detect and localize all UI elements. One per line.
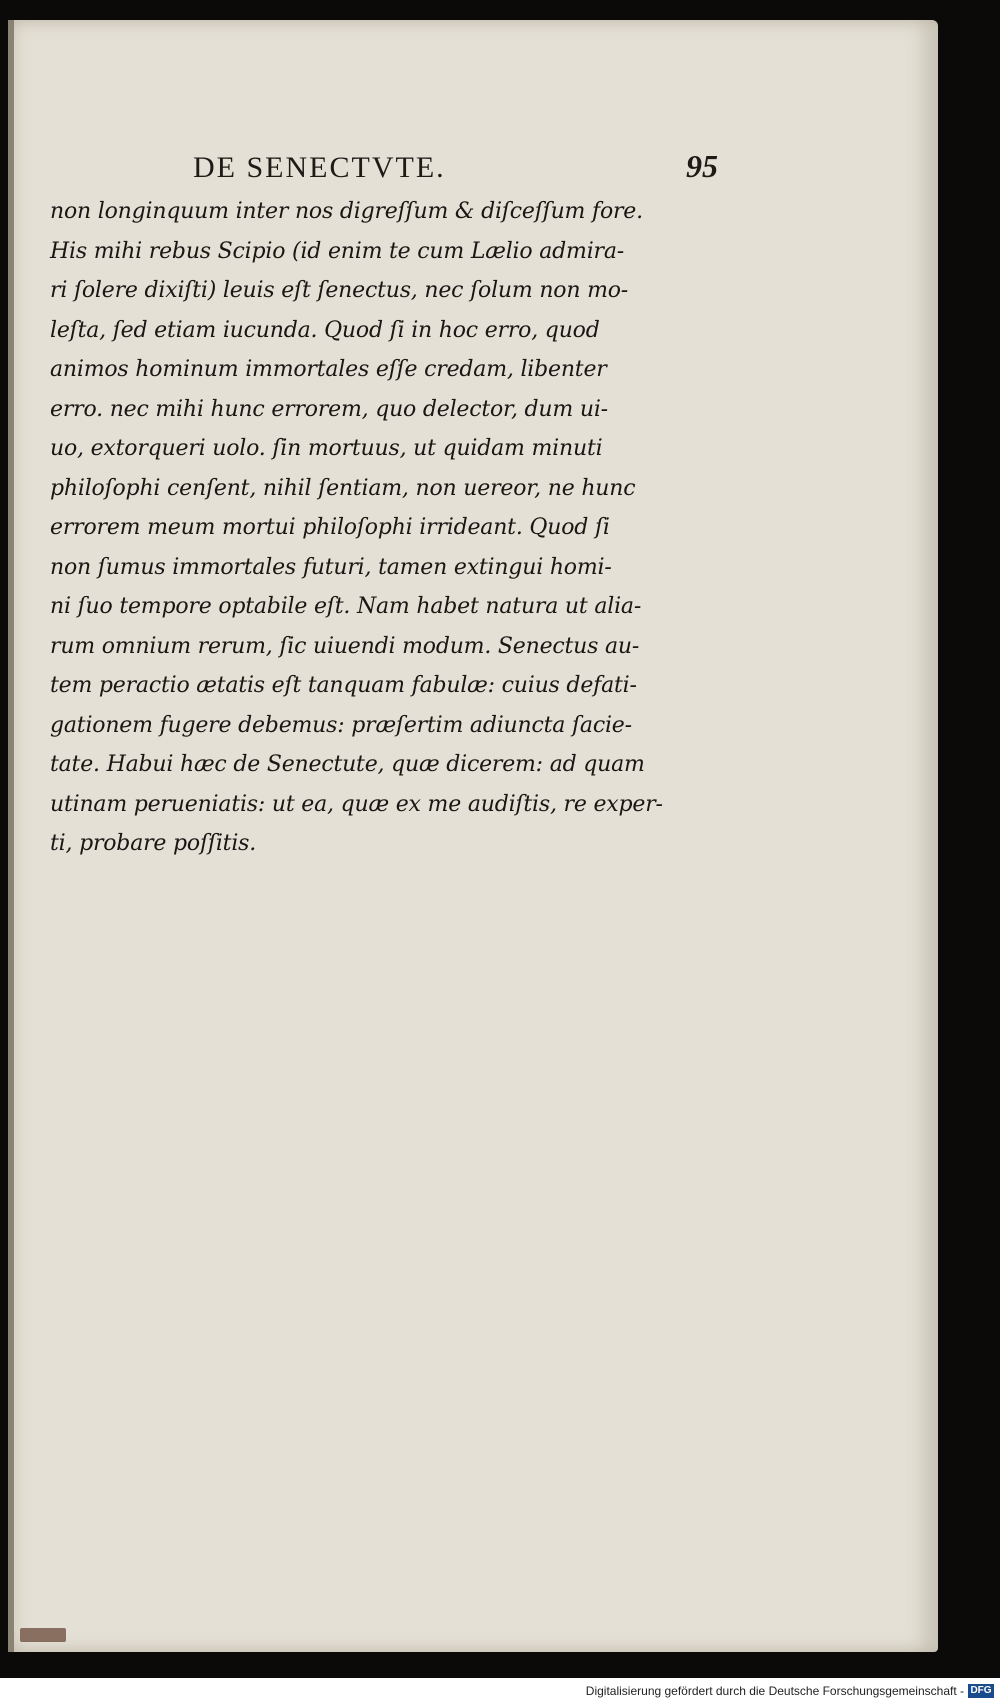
text-line: uo, extorqueri uolo. ſin mortuus, ut quidam minuti [50,436,603,461]
text-line: philoſophi cenſent, nihil ſentiam, non uereor, ne hunc [50,475,636,501]
dfg-logo[interactable]: DFG [968,1684,994,1698]
text-line: non longinquum inter nos digreſſum & diſceſſum fore. [50,199,643,224]
text-line: rum omnium rerum, ſic uiuendi modum. Senectus au- [50,633,640,659]
page-number: 95 [686,148,718,184]
book-page [8,20,938,1652]
text-line: utinam perueniatis: ut ea, quæ ex me audiſtis, re exper- [50,791,663,817]
text-line: gationem fugere debemus: præſertim adiuncta ſacie- [50,712,632,738]
running-head [193,148,718,184]
text-line: His mihi rebus Scipio (id enim te cum Lælio admira- [50,238,624,264]
binding-stain [20,1628,66,1642]
running-title: DE SENECTVTE. [193,151,446,184]
text-line: ni ſuo tempore optabile eſt. Nam habet natura ut alia- [50,594,642,619]
text-line: tem peractio ætatis eſt tanquam fabulæ: cuius defati- [50,673,637,698]
text-line: ri ſolere dixiſti) leuis eſt ſenectus, nec ſolum non mo- [50,278,629,303]
digitization-footer [0,1678,1000,1702]
page-gutter-edge [8,20,14,1652]
body-text [50,192,710,864]
text-line: leſta, ſed etiam iucunda. Quod ſi in hoc erro, quod [50,317,600,343]
text-line: animos hominum immortales eſſe credam, libenter [50,357,607,382]
text-line: ti, probare poſſitis. [50,831,257,856]
text-line: erro. nec mihi hunc errorem, quo delector, dum ui- [50,396,608,422]
text-line: errorem meum mortui philoſophi irrideant. Quod ſi [50,515,610,540]
text-line: tate. Habui hæc de Senectute, quæ dicerem: ad quam [50,752,645,777]
text-line: non ſumus immortales futuri, tamen extingui homi- [50,554,612,580]
funding-credit: Digitalisierung gefördert durch die Deutsche Forschungsgemeinschaft - [585,1684,964,1698]
